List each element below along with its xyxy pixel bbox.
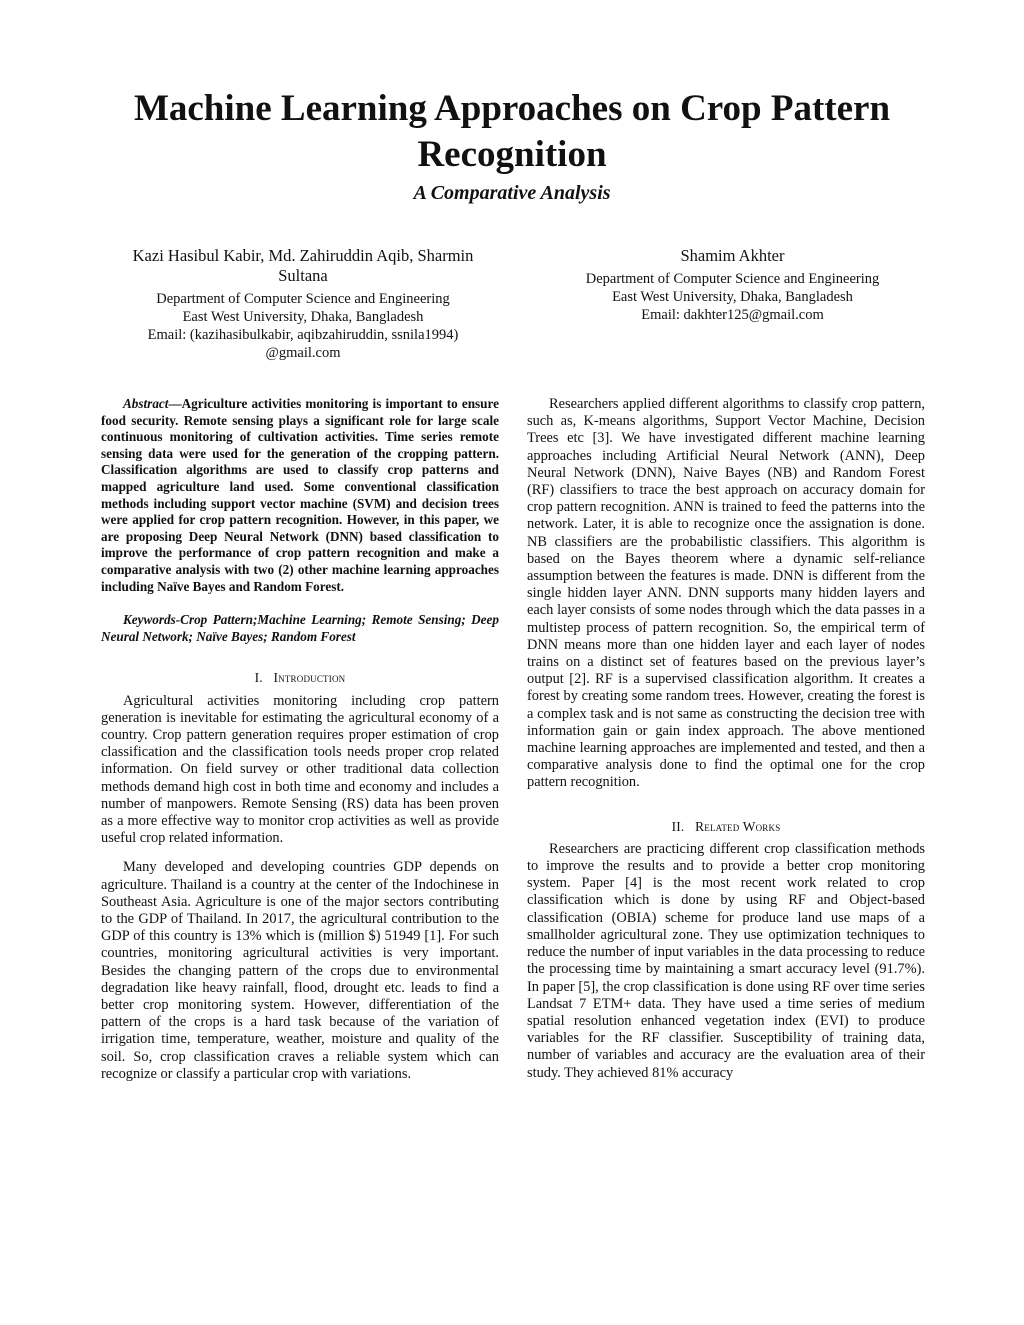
author-email: Email: dakhter125@gmail.com [641, 307, 824, 323]
paragraph: Agricultural activities monitoring including crop pattern generation is inevitable for estimating the agricultural economy of a country. Crop pattern generation requires proper estimation of crop classification and the classification tools needs proper crop related information. On field survey or other traditional data collection methods demand high cost in both time and economy and includes a number of manpowers. Remote Sensing (RS) data has been proven as a more effective way to monitor crop activities as well as provide useful crop related information. [101, 692, 499, 847]
author-block-right [555, 246, 910, 324]
author-affiliation: Department of Computer Science and Engineering East West University, Dhaka, Bangladesh Email: (kazihasibulkabir, aqibzahiruddin, ssnila1994) @gmail.com [147, 291, 459, 361]
keywords: Keywords-Crop Pattern;Machine Learning; Remote Sensing; Deep Neural Network; Naïve Bayes; Random Forest [101, 612, 499, 644]
paper-subtitle: A Comparative Analysis [413, 182, 611, 204]
title-line-2: Recognition [417, 134, 607, 175]
abstract-label: Abstract [123, 396, 169, 411]
title-line-1: Machine Learning Approaches on Crop Pattern [133, 88, 891, 129]
author-names: Kazi Hasibul Kabir, Md. Zahiruddin Aqib, Sharmin Sultana [132, 246, 474, 285]
paragraph: Researchers are practicing different crop classification methods to improve the results and to provide a better crop monitoring system. Paper [4] is the most recent work related to crop classification which is done by using RF and Object-based classification (OBIA) scheme for produce land use maps of a smallholder agricultural zone. They use optimization techniques to reduce the number of input variables in the data processing to reduce the processing time by maintaining a smart accuracy level (91.7%). In paper [5], the crop classification is done using RF over time series Landsat 7 ETM+ data. They have used a time series of medium spatial resolution enhanced vegetation index (EVI) to produce variables for the RF classifier. Susceptibility of training data, number of variables and accuracy are the evaluation area of their study. They achieved 81% accuracy [527, 840, 925, 1081]
section-heading-related-works: II. Related Works [671, 818, 781, 834]
abstract-text: —Agriculture activities monitoring is important to ensure food security. Remote sensing plays a significant role for large scale continuous monitoring of cultivation activities. Time series remote sensing data were used for the generation of the cropping pattern. Classification algorithms are used to classify crop patterns and mapped agriculture land used. Some conventional classification methods including support vector machine (SVM) and decision trees were applied for crop pattern recognition. However, in this paper, we are proposing Deep Neural Network (DNN) based classification to improve the performance of crop pattern recognition and make a comparative analysis with two (2) other machine learning approaches including Naïve Bayes and Random Forest. [101, 396, 499, 594]
abstract [101, 396, 499, 595]
paper-title [90, 86, 934, 178]
author-affiliation: Department of Computer Science and Engineering East West University, Dhaka, Bangladesh Email: dakhter125@gmail.com [585, 271, 880, 323]
right-column [527, 396, 925, 1082]
left-column [101, 396, 499, 1083]
author-email: Email: (kazihasibulkabir, aqibzahiruddin, ssnila1994) [147, 327, 459, 343]
author-name: Shamim Akhter [680, 246, 785, 265]
paragraph: Researchers applied different algorithms to classify crop pattern, such as, K-means algorithms, Support Vector Machine, Decision Trees etc [3]. We have investigated different machine learning approaches including Artificial Neural Network (ANN), Deep Neural Network (DNN), Naive Bayes (NB) and Random Forest (RF) classifiers to trace the best approach on accuracy domain for crop pattern recognition. ANN is trained to feed the patterns into the network. Later, it is able to recognize once the assignation is done. NB classifiers are the probabilistic classifiers. This algorithm is based on the Bayes theorem where a dynamic self-reliance assumption between the features is made. DNN is different from the single hidden layer ANN. DNN supports many hidden layers and each layer consists of some nodes through which the data passes in a multistep process of pattern recognition. So, the empirical term of DNN means more than one hidden layer and each layer of nodes trains on a distinct set of features based on the previous layer’s output [2]. RF is a supervised classification algorithm. It creates a forest by creating some random trees. However, creating the forest is a complex task and is not same as constructing the decision tree with information gain or gain index approach. The above mentioned machine learning approaches are implemented and tested, and then a comparative analysis done to find the optimal one for the crop pattern recognition. [527, 396, 925, 791]
paragraph: Many developed and developing countries GDP depends on agriculture. Thailand is a country at the center of the Indochinese in Southeast Asia. Agriculture is one of the major sectors contributing to the GDP of Thailand. In 2017, the agricultural contribution to the GDP of this country is 13% which is (million $) 51949 [1]. For such countries, monitoring agricultural activities is very important. Besides the changing pattern of the crops due to environmental degradation like heavy rainfall, flood, drought etc. leads to find a better crop monitoring system. However, differentiation of the pattern of the crops is a hard task because of the variation of irrigation time, temperature, weather, moisture and quality of the soil. So, crop classification craves a reliable system which can recognize or classify a particular crop with variations. [101, 859, 499, 1082]
section-heading-introduction: I. Introduction [254, 670, 346, 686]
author-block-left [110, 246, 496, 362]
